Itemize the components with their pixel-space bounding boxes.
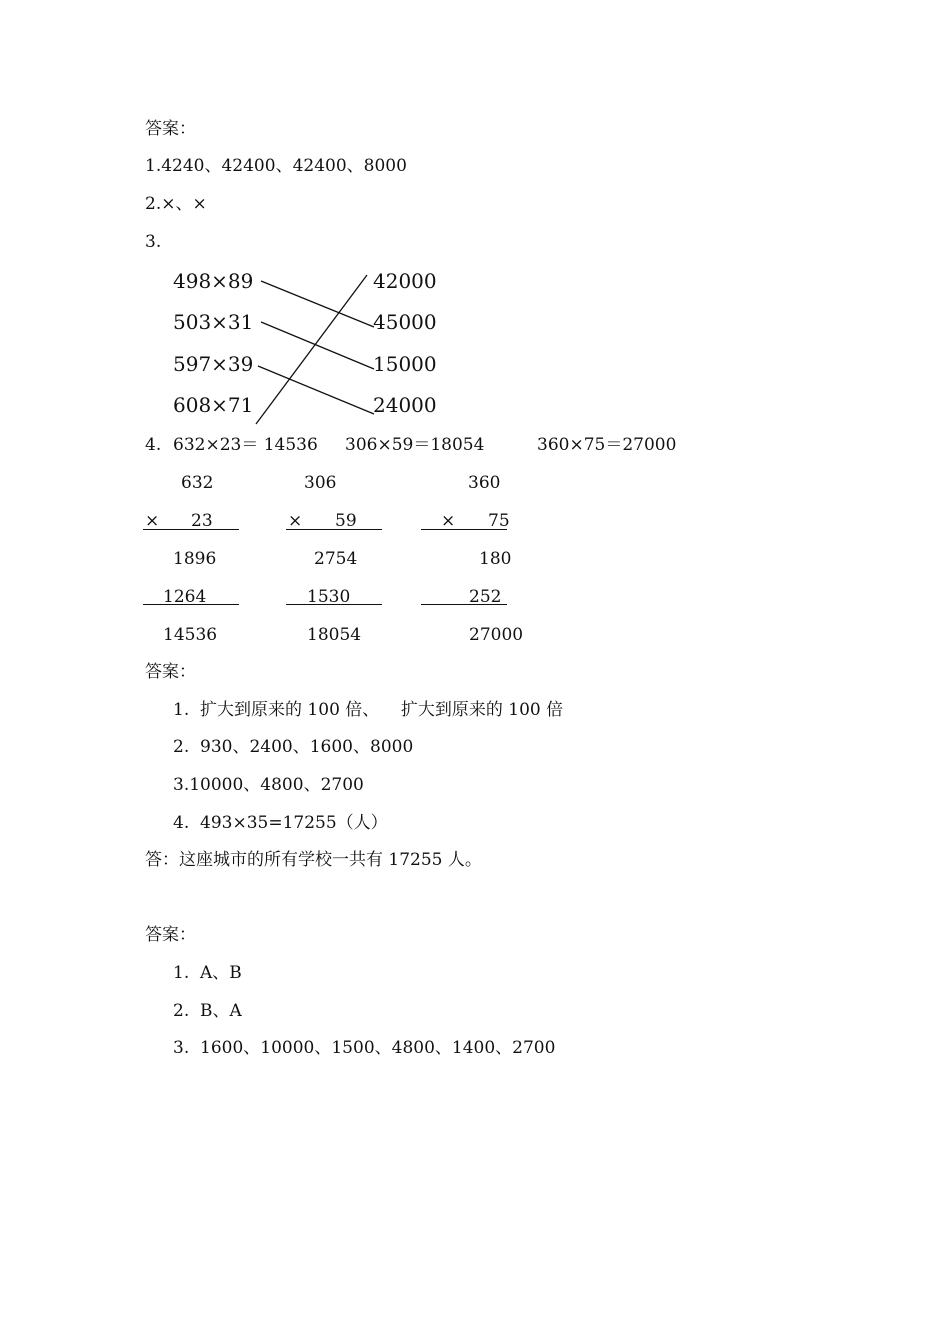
left-expression: 597×39 — [173, 352, 254, 376]
answer-item: 3.10000、4800、2700 — [173, 775, 364, 795]
answer-1: 1.4240、42400、42400、8000 — [145, 156, 407, 176]
right-value: 24000 — [373, 393, 437, 417]
product: 14536 — [163, 625, 218, 645]
answer-item: 4. 493×35=17255（人） — [173, 813, 388, 833]
answer-item: 2. B、A — [173, 1001, 242, 1021]
left-expression: 498×89 — [173, 269, 254, 293]
product: 27000 — [469, 625, 524, 645]
match-line — [256, 275, 367, 424]
partial-product: 2754 — [314, 549, 358, 569]
equation: 306×59＝18054 — [345, 435, 485, 455]
product: 18054 — [307, 625, 362, 645]
match-line — [261, 322, 374, 369]
partial-product: 1530 — [307, 587, 351, 607]
times-sign: × — [441, 511, 456, 531]
rule-line — [286, 604, 382, 605]
answer-3-label: 3. — [145, 232, 162, 252]
rule-line — [421, 529, 507, 530]
right-value: 42000 — [373, 269, 437, 293]
multiplier: 23 — [191, 511, 213, 531]
rule-line — [421, 604, 507, 605]
answer-4-label: 4. — [145, 435, 162, 455]
partial-product: 1896 — [173, 549, 217, 569]
left-expression: 503×31 — [173, 310, 254, 334]
left-expression: 608×71 — [173, 393, 254, 417]
final-answer: 答：这座城市的所有学校一共有 17255 人。 — [145, 850, 482, 870]
equation: 632×23＝ 14536 — [173, 435, 318, 455]
rule-line — [143, 604, 239, 605]
section3-heading: 答案： — [145, 925, 196, 945]
equation: 360×75＝27000 — [537, 435, 677, 455]
multiplicand: 306 — [304, 473, 337, 493]
answer-item: 3. 1600、10000、1500、4800、1400、2700 — [173, 1038, 556, 1058]
rule-line — [286, 529, 382, 530]
times-sign: × — [145, 511, 160, 531]
right-value: 45000 — [373, 310, 437, 334]
answer-item: 1. 扩大到原来的 100 倍、 扩大到原来的 100 倍 — [173, 700, 564, 720]
match-line — [258, 366, 374, 414]
partial-product: 252 — [469, 587, 502, 607]
answer-item: 1. A、B — [173, 963, 242, 983]
right-value: 15000 — [373, 352, 437, 376]
times-sign: × — [288, 511, 303, 531]
multiplier: 75 — [488, 511, 510, 531]
rule-line — [143, 529, 239, 530]
section1-heading: 答案： — [145, 119, 196, 139]
answer-item: 2. 930、2400、1600、8000 — [173, 737, 414, 757]
multiplicand: 360 — [468, 473, 501, 493]
multiplier: 59 — [335, 511, 357, 531]
multiplicand: 632 — [181, 473, 214, 493]
partial-product: 180 — [479, 549, 512, 569]
section2-heading: 答案： — [145, 662, 196, 682]
partial-product: 1264 — [163, 587, 207, 607]
answer-2: 2.×、× — [145, 194, 207, 214]
